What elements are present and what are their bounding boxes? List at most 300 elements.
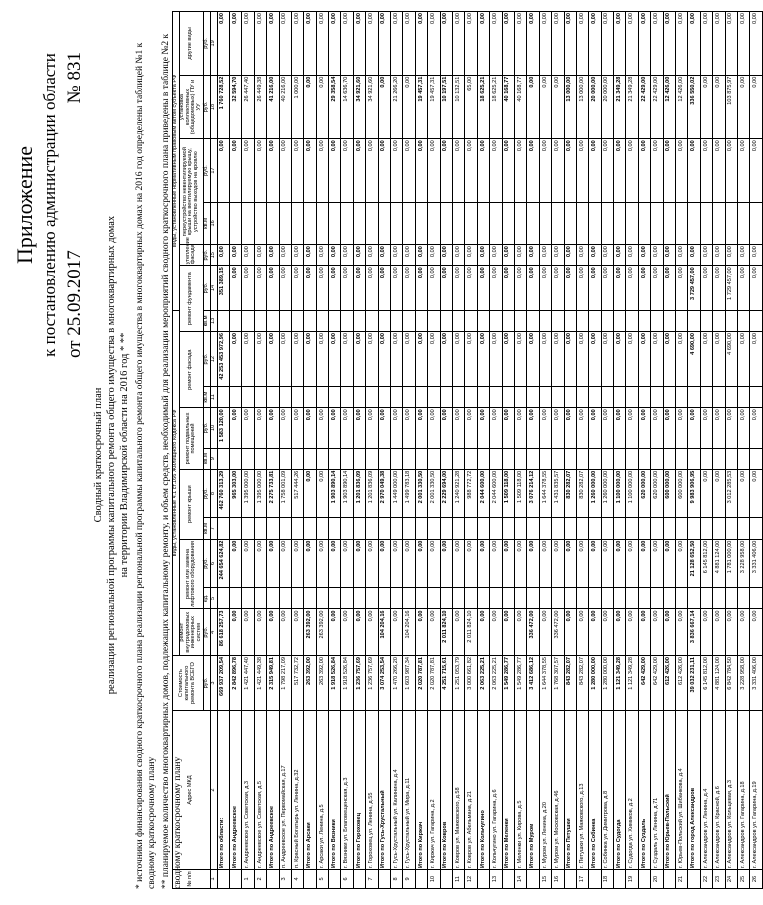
group-housing-code-header: виды, установленные ч.1 ст.166 Жилищного Кодекса РФ xyxy=(173,310,180,655)
cell-c5: 0,00 xyxy=(502,539,514,588)
cell-qty xyxy=(539,448,551,469)
cell-qty xyxy=(440,518,452,539)
cell-qty xyxy=(465,310,477,331)
cell-c12: 0,00 xyxy=(552,75,564,139)
cell-c7: 0,00 xyxy=(304,408,316,448)
cell-c8: 0,00 xyxy=(614,332,626,387)
cell-c6: 2 970 049,38 xyxy=(378,469,390,518)
cell-c8: 4 690,00 xyxy=(688,332,700,387)
column-index-cell: 9 xyxy=(210,448,217,469)
cell-qty xyxy=(502,518,514,539)
cell-qty xyxy=(750,448,762,469)
cell-c7: 0,00 xyxy=(440,408,452,448)
cell-qty xyxy=(341,448,353,469)
cell-c6: 1 201 836,09 xyxy=(366,469,378,518)
cell-qty xyxy=(626,588,638,609)
cell-addr: г. Муром ул. Ленина, д.20 xyxy=(539,711,551,870)
cell-qty xyxy=(378,310,390,331)
cell-qty xyxy=(403,387,415,408)
cell-c13: 0,00 xyxy=(626,12,638,76)
unit-cell: руб. xyxy=(203,469,210,518)
cell-c4: 0,00 xyxy=(291,609,303,656)
cell-c6: 620 000,00 xyxy=(651,469,663,518)
cell-qty xyxy=(279,518,291,539)
cell-qty xyxy=(341,588,353,609)
cell-total: 1 470 266,20 xyxy=(391,656,403,711)
cell-c7: 0,00 xyxy=(601,408,613,448)
cell-c4: 3 836 667,14 xyxy=(688,609,700,656)
cell-c7: 0,00 xyxy=(700,408,712,448)
table-row xyxy=(453,12,465,889)
cell-c13: 0,00 xyxy=(440,12,452,76)
cell-c13: 0,00 xyxy=(341,12,353,76)
cell-c11: 0,00 xyxy=(465,139,477,203)
cell-c13: 0,00 xyxy=(552,12,564,76)
cell-c13: 0,00 xyxy=(663,12,675,76)
cell-c4: 0,00 xyxy=(490,609,502,656)
cell-qty xyxy=(366,588,378,609)
cell-total: 642 429,00 xyxy=(638,656,650,711)
cell-qty xyxy=(341,202,353,244)
cell-c12: 14 636,70 xyxy=(341,75,353,139)
cell-c6: 2 229 694,00 xyxy=(440,469,452,518)
cell-c8: 0,00 xyxy=(229,332,241,387)
cell-c8: 0,00 xyxy=(415,332,427,387)
cell-c13: 0,00 xyxy=(713,12,725,76)
cell-c10: 0,00 xyxy=(564,245,576,266)
cell-c12: 10 197,51 xyxy=(440,75,452,139)
cell-c5: 0,00 xyxy=(229,539,241,588)
cell-c11: 0,00 xyxy=(552,139,564,203)
cell-n xyxy=(663,869,675,888)
cell-qty xyxy=(366,448,378,469)
cell-c4: 0,00 xyxy=(614,609,626,656)
unit-cell: руб. xyxy=(203,332,210,387)
cell-total: 263 392,00 xyxy=(316,656,328,711)
column-index-cell: 16 xyxy=(210,202,217,244)
cell-qty xyxy=(217,387,229,408)
cell-c8: 0,00 xyxy=(589,332,601,387)
cell-c8: 0,00 xyxy=(329,332,341,387)
col-meters-header: установка коллективных (общедомовых) ПУ и УУ xyxy=(179,75,203,139)
cell-n: 6 xyxy=(341,869,353,888)
cell-c13: 0,00 xyxy=(700,12,712,76)
table-row xyxy=(713,12,725,889)
cell-c9: 0,00 xyxy=(291,266,303,310)
cell-qty xyxy=(750,310,762,331)
cell-c10: 0,00 xyxy=(688,245,700,266)
cell-c5: 21 128 652,50 xyxy=(688,539,700,588)
cell-qty xyxy=(638,518,650,539)
cell-c5: 0,00 xyxy=(465,539,477,588)
cell-n xyxy=(353,869,365,888)
cell-c10: 0,00 xyxy=(626,245,638,266)
table-row xyxy=(428,12,440,889)
cell-c12: 26 447,40 xyxy=(242,75,254,139)
cell-c12: 20 000,00 xyxy=(601,75,613,139)
table-subtotal-row xyxy=(564,12,576,889)
column-index-cell: 13 xyxy=(210,310,217,331)
cell-qty xyxy=(267,518,279,539)
cell-c5: 0,00 xyxy=(527,539,539,588)
cell-c6: 3 012 285,53 xyxy=(725,469,737,518)
cell-qty xyxy=(428,310,440,331)
cell-c4: 0,00 xyxy=(564,609,576,656)
cell-c7: 0,00 xyxy=(638,408,650,448)
cell-addr: г. Петушки ул. Маяковского, д.13 xyxy=(576,711,588,870)
cell-c5: 0,00 xyxy=(341,539,353,588)
cell-c5: 0,00 xyxy=(242,539,254,588)
table-subtotal-row xyxy=(663,12,675,889)
col-elevator-header: ремонт или замена лифтового оборудования xyxy=(179,539,203,609)
cell-c8: 0,00 xyxy=(737,332,749,387)
cell-total: 1 421 447,40 xyxy=(242,656,254,711)
table-subtotal-row xyxy=(229,12,241,889)
cell-c4: 336 472,00 xyxy=(552,609,564,656)
cell-addr: Итого по Арсаки xyxy=(304,711,316,870)
cell-c4: 0,00 xyxy=(428,609,440,656)
cell-qty xyxy=(415,518,427,539)
cell-total: 1 280 000,00 xyxy=(601,656,613,711)
cell-c13: 0,00 xyxy=(676,12,688,76)
cell-c5: 0,00 xyxy=(564,539,576,588)
cell-qty xyxy=(229,202,241,244)
cell-c8: 0,00 xyxy=(651,332,663,387)
table-row xyxy=(242,12,254,889)
cell-c5: 0,00 xyxy=(403,539,415,588)
cell-c9: 0,00 xyxy=(713,266,725,310)
cell-qty xyxy=(453,448,465,469)
cell-qty xyxy=(316,518,328,539)
cell-qty xyxy=(316,387,328,408)
plan-title: Сводный краткосрочный план xyxy=(93,387,104,523)
cell-qty xyxy=(688,588,700,609)
cell-c11: 0,00 xyxy=(403,139,415,203)
cell-c6: 965 303,00 xyxy=(229,469,241,518)
cell-c5: 6 145 812,00 xyxy=(700,539,712,588)
cell-qty xyxy=(737,310,749,331)
cell-c12: 0,00 xyxy=(700,75,712,139)
cell-c10: 0,00 xyxy=(403,245,415,266)
cell-qty xyxy=(254,518,266,539)
decree-number: № 831 xyxy=(64,52,85,104)
table-row xyxy=(279,12,291,889)
cell-qty xyxy=(713,387,725,408)
cell-c13: 0,00 xyxy=(465,12,477,76)
column-index-cell: 5 xyxy=(210,588,217,609)
cell-c10: 0,00 xyxy=(304,245,316,266)
table-row xyxy=(366,12,378,889)
cell-qty xyxy=(626,310,638,331)
cell-c12: 29 358,54 xyxy=(329,75,341,139)
cell-qty xyxy=(378,518,390,539)
cell-qty xyxy=(688,202,700,244)
cell-total: 1 251 053,79 xyxy=(453,656,465,711)
cell-c7: 0,00 xyxy=(329,408,341,448)
cell-qty xyxy=(304,588,316,609)
cell-c13: 0,00 xyxy=(291,12,303,76)
cell-qty xyxy=(279,310,291,331)
cell-c11: 0,00 xyxy=(229,139,241,203)
cell-addr: Итого по Гусь-Хрустальный xyxy=(378,711,390,870)
cell-qty xyxy=(242,518,254,539)
cell-qty xyxy=(750,202,762,244)
cell-c8: 0,00 xyxy=(564,332,576,387)
cell-c4: 0,00 xyxy=(329,609,341,656)
unit-cell: кв.м xyxy=(203,448,210,469)
cell-qty xyxy=(589,387,601,408)
cell-c5: 0,00 xyxy=(601,539,613,588)
cell-c11: 0,00 xyxy=(428,139,440,203)
cell-c13: 0,00 xyxy=(737,12,749,76)
cell-n: 15 xyxy=(539,869,551,888)
column-index-cell: 14 xyxy=(210,266,217,310)
cell-qty xyxy=(564,588,576,609)
cell-c11: 0,00 xyxy=(267,139,279,203)
cell-c7: 0,00 xyxy=(254,408,266,448)
cell-c7: 0,00 xyxy=(539,408,551,448)
cell-c5: 0,00 xyxy=(490,539,502,588)
cell-qty xyxy=(403,310,415,331)
cell-qty xyxy=(217,448,229,469)
cell-qty xyxy=(329,387,341,408)
cell-c5: 1 781 000,00 xyxy=(725,539,737,588)
cell-qty xyxy=(229,588,241,609)
cell-c10: 0,00 xyxy=(428,245,440,266)
cell-c11: 0,00 xyxy=(453,139,465,203)
col-basement-header: ремонт подвальных помещений xyxy=(179,408,203,469)
cell-c8: 0,00 xyxy=(626,332,638,387)
cell-c7: 0,00 xyxy=(502,408,514,448)
cell-qty xyxy=(663,588,675,609)
cell-qty xyxy=(217,310,229,331)
cell-qty xyxy=(341,310,353,331)
cell-c9: 0,00 xyxy=(353,266,365,310)
cell-qty xyxy=(341,518,353,539)
cell-n xyxy=(527,869,539,888)
cell-qty xyxy=(651,448,663,469)
cell-c10: 0,00 xyxy=(527,245,539,266)
cell-c5: 0,00 xyxy=(589,539,601,588)
cell-qty xyxy=(403,588,415,609)
cell-qty xyxy=(428,588,440,609)
cell-n xyxy=(589,869,601,888)
cell-c7: 0,00 xyxy=(737,408,749,448)
cell-qty xyxy=(477,588,489,609)
cell-addr: Итого по Судогда xyxy=(614,711,626,870)
cell-c4: 86 618 257,73 xyxy=(217,609,229,656)
cell-c11: 0,00 xyxy=(341,139,353,203)
cell-c6: 2 044 600,00 xyxy=(490,469,502,518)
cell-c6: 3 076 214,12 xyxy=(527,469,539,518)
cell-qty xyxy=(490,588,502,609)
cell-qty xyxy=(737,448,749,469)
cell-c6: 600 000,00 xyxy=(663,469,675,518)
cell-qty xyxy=(564,387,576,408)
cell-c8: 0,00 xyxy=(700,332,712,387)
cell-c8: 0,00 xyxy=(502,332,514,387)
cell-total: 3 074 253,54 xyxy=(378,656,390,711)
cell-c9: 0,00 xyxy=(589,266,601,310)
cell-qty xyxy=(465,387,477,408)
cell-c10: 0,00 xyxy=(217,245,229,266)
cell-total: 2 020 787,81 xyxy=(415,656,427,711)
cell-c6: 988 772,72 xyxy=(465,469,477,518)
cell-addr: г. Ковров ул. Маяковского, д.58 xyxy=(453,711,465,870)
cell-qty xyxy=(267,387,279,408)
cell-c13: 0,00 xyxy=(514,12,526,76)
cell-qty xyxy=(502,310,514,331)
cell-c10: 0,00 xyxy=(366,245,378,266)
cell-c8: 0,00 xyxy=(291,332,303,387)
cell-total: 6 145 812,00 xyxy=(700,656,712,711)
cell-c8: 0,00 xyxy=(552,332,564,387)
table-subtotal-row xyxy=(502,12,514,889)
cell-qty xyxy=(725,448,737,469)
cell-c6: 1 644 378,55 xyxy=(539,469,551,518)
cell-qty xyxy=(453,588,465,609)
cell-c9: 0,00 xyxy=(316,266,328,310)
cell-total: 2 063 225,21 xyxy=(477,656,489,711)
cell-c13: 0,00 xyxy=(279,12,291,76)
unit-cell: руб. xyxy=(203,245,210,266)
column-index-cell: 1 xyxy=(210,869,217,888)
cell-c6: 0,00 xyxy=(713,469,725,518)
table-subtotal-row xyxy=(638,12,650,889)
cell-qty xyxy=(391,518,403,539)
cell-qty xyxy=(750,387,762,408)
cell-c12: 22 429,00 xyxy=(651,75,663,139)
cell-c9: 0,00 xyxy=(453,266,465,310)
cell-qty xyxy=(688,448,700,469)
cell-qty xyxy=(614,518,626,539)
cell-c11: 0,00 xyxy=(589,139,601,203)
cell-qty xyxy=(403,448,415,469)
cell-qty xyxy=(477,387,489,408)
cell-qty xyxy=(527,310,539,331)
cell-c12: 10 132,51 xyxy=(453,75,465,139)
cell-qty xyxy=(254,202,266,244)
cell-qty xyxy=(601,588,613,609)
cell-qty xyxy=(614,202,626,244)
cell-c10: 0,00 xyxy=(477,245,489,266)
table-subtotal-row xyxy=(353,12,365,889)
cell-qty xyxy=(527,518,539,539)
cell-qty xyxy=(626,518,638,539)
cell-total: 612 426,00 xyxy=(676,656,688,711)
cell-c8: 0,00 xyxy=(676,332,688,387)
cell-c9: 0,00 xyxy=(638,266,650,310)
cell-c9: 0,00 xyxy=(378,266,390,310)
cell-c5: 0,00 xyxy=(638,539,650,588)
cell-qty xyxy=(477,448,489,469)
cell-c7: 0,00 xyxy=(242,408,254,448)
cell-addr: Итого по Ковров xyxy=(440,711,452,870)
cell-qty xyxy=(254,588,266,609)
cell-c13: 0,00 xyxy=(750,12,762,76)
cell-c7: 0,00 xyxy=(527,408,539,448)
cell-qty xyxy=(713,310,725,331)
cell-qty xyxy=(490,202,502,244)
cell-c7: 0,00 xyxy=(316,408,328,448)
cell-total: 2 063 225,21 xyxy=(490,656,502,711)
cell-qty xyxy=(663,387,675,408)
column-index-cell: 12 xyxy=(210,332,217,387)
cell-c6: 1 260 000,00 xyxy=(601,469,613,518)
cell-n: 1 xyxy=(242,869,254,888)
cell-total: 642 429,00 xyxy=(651,656,663,711)
cell-qty xyxy=(737,588,749,609)
cell-qty xyxy=(366,387,378,408)
table-row xyxy=(552,12,564,889)
cell-total: 517 732,72 xyxy=(291,656,303,711)
table-row xyxy=(291,12,303,889)
cell-c11: 0,00 xyxy=(378,139,390,203)
cell-c7: 0,00 xyxy=(267,408,279,448)
cell-c5: 3 331 406,00 xyxy=(750,539,762,588)
cell-c12: 22 429,00 xyxy=(638,75,650,139)
cell-c7: 0,00 xyxy=(378,408,390,448)
table-subtotal-row xyxy=(688,12,700,889)
cell-addr: Итого по Меленки xyxy=(502,711,514,870)
cell-c5: 0,00 xyxy=(415,539,427,588)
cell-qty xyxy=(700,387,712,408)
cell-c7: 0,00 xyxy=(564,408,576,448)
cell-addr: г. Арсаки ул. Ленина, д.5 xyxy=(316,711,328,870)
cell-c9: 0,00 xyxy=(477,266,489,310)
cell-qty xyxy=(589,448,601,469)
cell-addr: г. Александров ул. Кольцевая, д.3 xyxy=(725,711,737,870)
table-subtotal-row xyxy=(217,12,229,889)
cell-qty xyxy=(291,310,303,331)
cell-c13: 0,00 xyxy=(378,12,390,76)
cell-c4: 0,00 xyxy=(576,609,588,656)
cell-c11: 0,00 xyxy=(539,139,551,203)
cell-c11: 0,00 xyxy=(217,139,229,203)
table-subtotal-row xyxy=(329,12,341,889)
cell-c6: 462 760 313,29 xyxy=(217,469,229,518)
cell-c6: 1 509 118,00 xyxy=(502,469,514,518)
cell-total: 1 918 526,84 xyxy=(329,656,341,711)
cell-c11: 0,00 xyxy=(477,139,489,203)
cell-addr: Итого по Андреевское xyxy=(229,711,241,870)
cell-qty xyxy=(291,448,303,469)
cell-total: 1 798 217,09 xyxy=(279,656,291,711)
cell-c13: 0,00 xyxy=(217,12,229,76)
cell-qty xyxy=(576,310,588,331)
cell-c7: 0,00 xyxy=(341,408,353,448)
cell-qty xyxy=(676,387,688,408)
cell-c6: 1 100 000,00 xyxy=(626,469,638,518)
cell-c11: 0,00 xyxy=(564,139,576,203)
cell-qty xyxy=(304,448,316,469)
cell-total: 3 331 406,00 xyxy=(750,656,762,711)
cell-qty xyxy=(514,387,526,408)
cell-qty xyxy=(279,448,291,469)
cell-c9: 0,00 xyxy=(576,266,588,310)
cell-qty xyxy=(391,448,403,469)
cell-c10: 0,00 xyxy=(651,245,663,266)
cell-qty xyxy=(626,387,638,408)
cell-c6: 1 260 000,00 xyxy=(589,469,601,518)
column-index-cell: 3 xyxy=(210,656,217,711)
cell-c12: 336 550,02 xyxy=(688,75,700,139)
cell-c10: 0,00 xyxy=(279,245,291,266)
cell-c5: 0,00 xyxy=(552,539,564,588)
cell-c5: 0,00 xyxy=(378,539,390,588)
col-ventroof-header: переустройство невентилируемой крыши на вентилируемую крышу, устройство выходов на кровлю xyxy=(179,139,203,245)
cell-c7: 0,00 xyxy=(366,408,378,448)
